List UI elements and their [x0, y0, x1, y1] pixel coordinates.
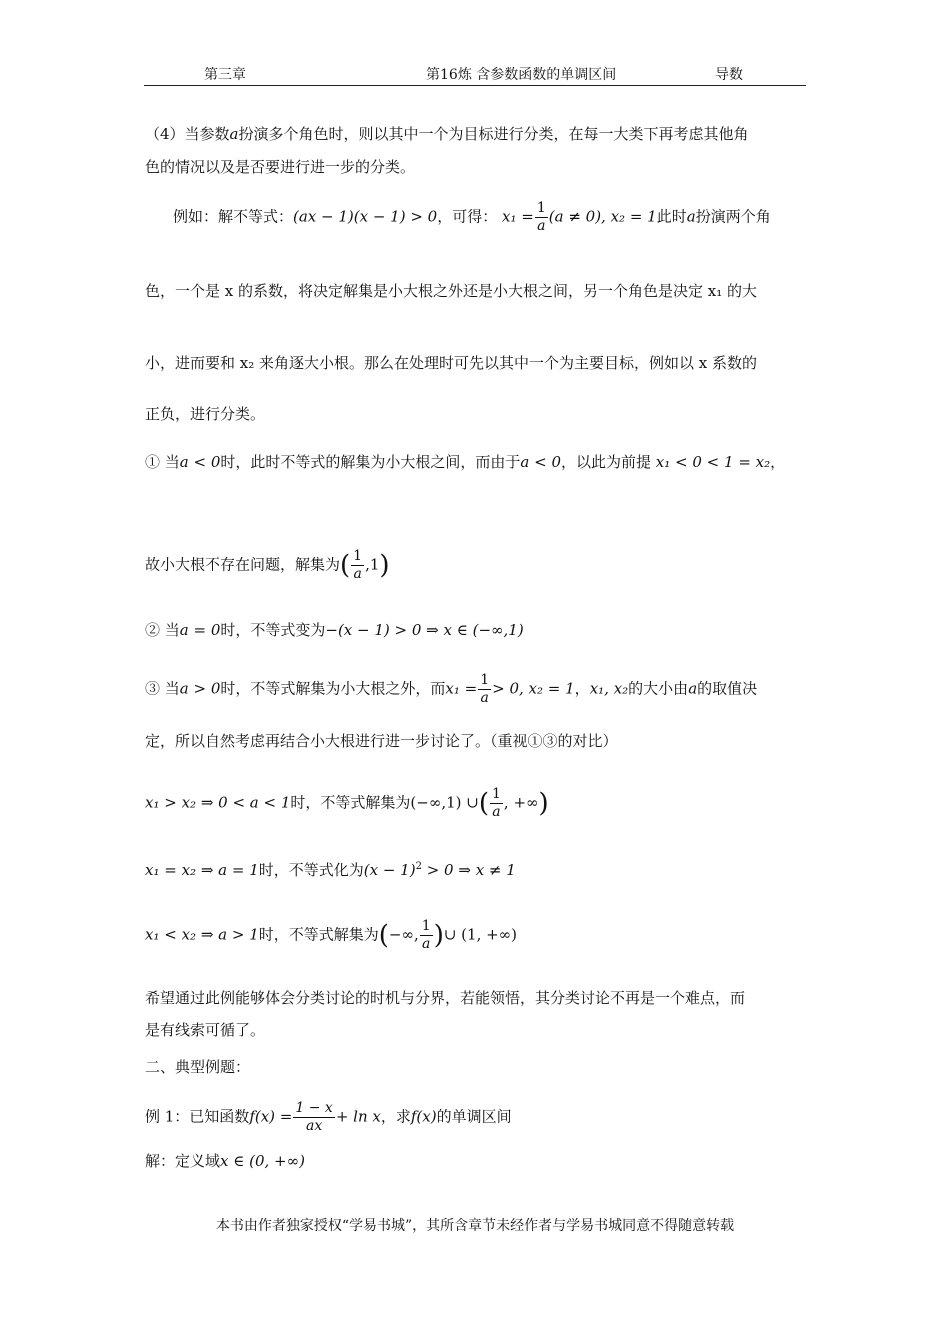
example-line: 例如：解不等式：(ax − 1)(x − 1) > 0，可得： x₁ = $\frac{1}{a}$ (a ≠ 0), x₂ = 1此时a扮演两个角 [173, 200, 771, 234]
subcase-2: x₁ = x₂ ⇒ a = 1时，不等式化为$(x - 1)^2 > 0$ ⇒ x ≠ 1 [145, 861, 516, 879]
header-chapter: 第三章 [204, 67, 246, 83]
case-1-line2: 故小大根不存在问题，解集为( $\frac{1}{a}$ ,1) [145, 548, 390, 582]
frac-1-over-a-c3: $\frac{1}{a}$ [480, 672, 490, 706]
para-line5: 正负，进行分类。 [145, 405, 266, 423]
solution-line: 解：定义域x ∈ (0, +∞) [145, 1152, 305, 1170]
conclusion-line2: 是有线索可循了。 [145, 1021, 266, 1039]
frac-example-1: $\frac{1 - x}{ax}$ [295, 1100, 333, 1134]
header-rule [144, 85, 806, 86]
subcase-3: x₁ < x₂ ⇒ a > 1时，不等式解集为(−∞, $\frac{1}{a}$ )∪ (1, +∞) [145, 918, 518, 952]
frac-1-over-a-s3: $\frac{1}{a}$ [421, 918, 431, 952]
section-2-title: 二、典型例题： [145, 1058, 251, 1076]
para-4-line1: （4）当参数a扮演多个角色时，则以其中一个为目标进行分类，在每一大类下再考虑其他角 [145, 125, 749, 143]
frac-1-over-a-c1: $\frac{1}{a}$ [353, 548, 363, 582]
case-1-line1: ① 当a < 0时，此时不等式的解集为小大根之间，而由于a < 0，以此为前提 x₁ < 0 < 1 = x₂， [145, 453, 786, 471]
footer-copyright: 本书由作者独家授权“学易书城”，其所含章节未经作者与学易书城同意不得随意转载 [215, 1218, 735, 1234]
header-title: 第16炼 含参数函数的单调区间 [426, 67, 617, 83]
case-3-line2: 定，所以自然考虑再结合小大根进行进一步讨论了。（重视①③的对比） [145, 732, 618, 750]
conclusion-line1: 希望通过此例能够体会分类讨论的时机与分界，若能领悟，其分类讨论不再是一个难点，而 [145, 989, 746, 1007]
para-line4: 小，进而要和 x₂ 来角逐大小根。那么在处理时可先以其中一个为主要目标，例如以 x 系数的 [145, 354, 758, 372]
frac-1-over-a-s1: $\frac{1}{a}$ [492, 786, 501, 820]
header-subject: 导数 [715, 67, 743, 83]
para-4-line2: 色的情况以及是否要进行进一步的分类。 [145, 158, 416, 176]
frac-1-over-a: $\frac{1}{a}$ [536, 200, 546, 234]
para-line3: 色，一个是 x 的系数，将决定解集是小大根之外还是小大根之间，另一个角色是决定 x₁ 的大 [145, 282, 758, 300]
case-2-line: ② 当a = 0时，不等式变为−(x − 1) > 0 ⇒ x ∈ (−∞,1) [145, 621, 524, 639]
subcase-1: x₁ > x₂ ⇒ 0 < a < 1时，不等式解集为(−∞,1) ∪( $\frac{1}{a}$ , +∞) [145, 786, 549, 820]
case-3-line1: ③ 当a > 0时，不等式解集为小大根之外，而x₁ = $\frac{1}{a}$ > 0, x₂ = 1，x₁, x₂的大小由a的取值决 [145, 672, 758, 706]
example-1: 例 1：已知函数f(x) = $\frac{1 - x}{ax}$ + ln x，求f(x)的单调区间 [145, 1100, 512, 1134]
